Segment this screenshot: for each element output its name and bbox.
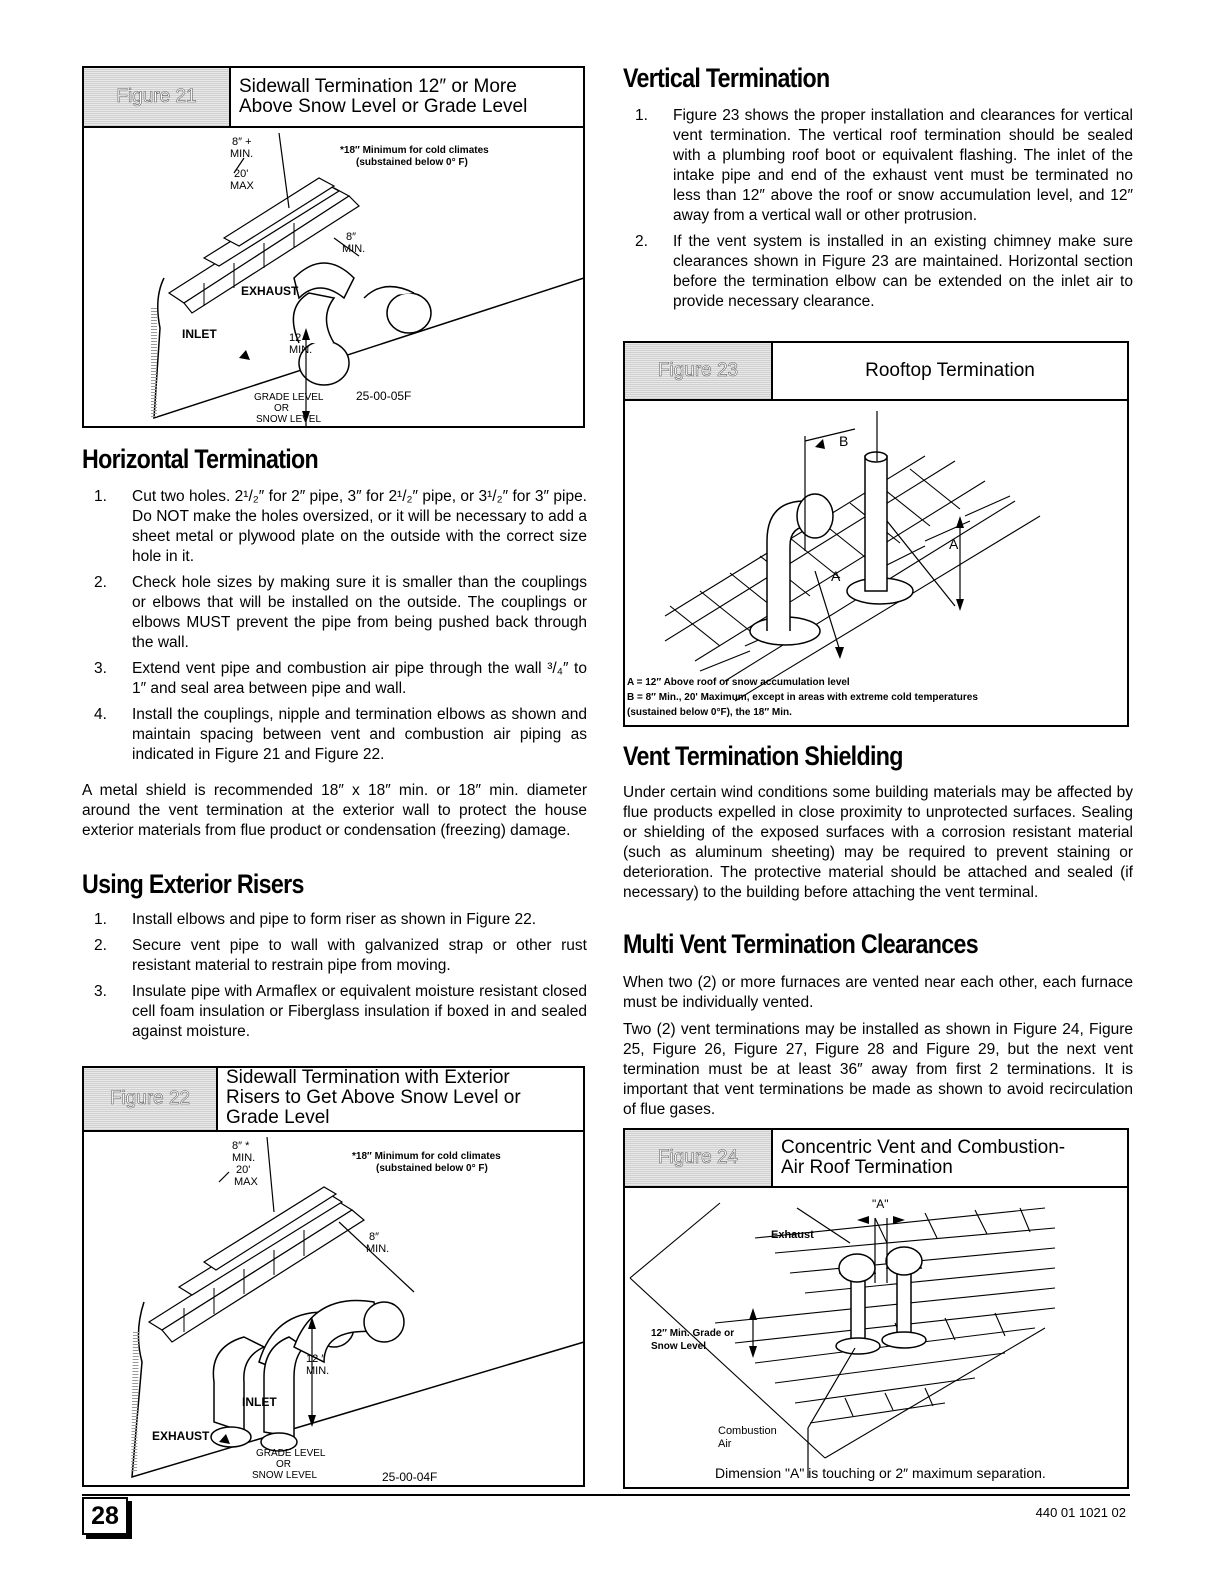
shielding-heading: Vent Termination Shielding: [623, 741, 903, 771]
fig21-min8-a: 8″ +: [232, 136, 252, 148]
fig21-min12-b: MIN.: [289, 344, 313, 356]
fig23-a-label-2: A: [831, 568, 841, 584]
figure-21-title-line2: Above Snow Level or Grade Level: [239, 96, 528, 117]
figure-21: [82, 66, 585, 428]
fig21-note-a: *18″ Minimum for cold climates: [340, 145, 489, 156]
figure-23-header: [625, 343, 1127, 401]
fig24-min12-a: 12″ Min. Grade or: [651, 1328, 735, 1339]
footer-rule: [82, 1494, 1130, 1496]
fig24-caption: Dimension "A" is touching or 2″ maximum separation.: [715, 1465, 1046, 1481]
step-number: 2.: [94, 937, 107, 954]
risers-step: [82, 936, 587, 976]
fig22-grade-a: GRADE LEVEL: [256, 1448, 326, 1459]
fig22-max20-b: MAX: [234, 1176, 258, 1188]
page-number: 28: [82, 1497, 128, 1535]
risers-steps: [82, 910, 587, 1048]
fig22-min12-b: MIN.: [306, 1365, 330, 1377]
fig22-min8r-b: MIN.: [366, 1243, 390, 1255]
figure-21-header: [84, 68, 583, 128]
horizontal-step: [82, 659, 587, 699]
fig22-min8-b: MIN.: [232, 1152, 256, 1164]
vertical-step: [623, 106, 1133, 226]
fig24-exhaust: Exhaust: [771, 1229, 814, 1241]
figure-21-label: Figure 21: [84, 68, 231, 126]
figure-22-title: [218, 1068, 529, 1130]
horizontal-step: [82, 705, 587, 765]
figure-22-title-line1: Sidewall Termination with Exterior: [226, 1067, 510, 1088]
step-text: Extend vent pipe and combustion air pipe through the wall ³/₄″ to 1″ and seal area between pipe and wall.: [132, 660, 587, 697]
fig22-grade-b: OR: [276, 1459, 291, 1470]
shielding-paragraph: Under certain wind conditions some building materials may be affected by flue products expelled in close proximity to unprotected surfaces. Sealing or shielding of the exposed surfaces with a corrosion resistant material (such as aluminum sheeting) may be required to prevent staining or deterioration. The protective material should be attached and sealed (if necessary) to the building before attaching the vent terminal.: [623, 784, 1133, 901]
fig21-grade-a: GRADE LEVEL: [254, 392, 324, 403]
shield-paragraph: A metal shield is recommended 18″ x 18″ min. or 18″ min. diameter around the vent termination at the exterior wall to protect the house exterior materials from flue product or condensation (freezing) damage.: [82, 782, 587, 839]
fig23-note-3: (sustained below 0°F), the 18″ Min.: [627, 707, 792, 718]
figure-22: [82, 1066, 585, 1487]
multi-paragraph-2: Two (2) vent terminations may be installed as shown in Figure 24, Figure 25, Figure 26, Figure 27, Figure 28 and Figure 29, but the next vent termination must be at least 36″ away from first 2 terminations. It is important that vent terminations be made as shown to avoid recirculation of flue gases.: [623, 1021, 1133, 1118]
step-text: If the vent system is installed in an existing chimney make sure clearances shown in Figure 23 are maintained. Horizontal section before the termination elbow can be extended on the inlet air to provide necessary clearance.: [673, 233, 1133, 310]
fig21-note-b: (substained below 0° F): [356, 157, 468, 168]
figure-23-diagram: [625, 401, 1127, 727]
figure-22-diagram: [84, 1132, 583, 1487]
fig21-max20-b: MAX: [230, 180, 254, 192]
fig21-exhaust: EXHAUST: [241, 284, 299, 298]
fig21-code: 25-00-05F: [356, 389, 412, 403]
figure-23-title: Rooftop Termination: [865, 360, 1035, 381]
fig22-inlet: INLET: [242, 1395, 277, 1409]
horizontal-heading: Horizontal Termination: [82, 444, 318, 474]
fig22-min8r-a: 8″: [369, 1231, 380, 1243]
fig21-inlet: INLET: [182, 327, 217, 341]
fig21-grade-b: OR: [274, 403, 289, 414]
figure-23: [623, 341, 1129, 727]
figure-22-title-line2: Risers to Get Above Snow Level or: [226, 1087, 521, 1108]
horizontal-steps: [82, 487, 587, 771]
risers-heading: Using Exterior Risers: [82, 869, 304, 899]
vertical-heading: Vertical Termination: [623, 63, 830, 93]
figure-24: [623, 1128, 1129, 1489]
fig22-code: 25-00-04F: [382, 1470, 438, 1484]
step-text: Insulate pipe with Armaflex or equivalent moisture resistant closed cell foam insulation or Fiberglass insulation if boxed in and sealed against moisture.: [132, 983, 587, 1040]
horizontal-step: [82, 573, 587, 653]
fig21-min8r-b: MIN.: [342, 243, 366, 255]
figure-22-label: Figure 22: [84, 1068, 218, 1130]
fig21-min8-b: MIN.: [230, 148, 254, 160]
document-number: 440 01 1021 02: [1035, 1505, 1126, 1520]
step-number: 4.: [94, 706, 107, 723]
fig23-note-2: B = 8″ Min., 20' Maximum, except in areas with extreme cold temperatures: [627, 692, 978, 703]
step-text: Install elbows and pipe to form riser as shown in Figure 22.: [132, 911, 537, 928]
step-text: Install the couplings, nipple and termination elbows as shown and maintain spacing between vent and combustion air piping as indicated in Figure 21 and Figure 22.: [132, 706, 587, 763]
fig22-min8-a: 8″ *: [232, 1140, 250, 1152]
figure-24-title: [773, 1130, 1073, 1186]
figure-24-title-line1: Concentric Vent and Combustion-: [781, 1137, 1066, 1158]
multi-paragraph-1: When two (2) or more furnaces are vented near each other, each furnace must be individually vented.: [623, 974, 1133, 1011]
fig23-note-1: A = 12″ Above roof or snow accumulation level: [627, 677, 850, 688]
fig22-note-a: *18″ Minimum for cold climates: [352, 1151, 501, 1162]
multi-heading: Multi Vent Termination Clearances: [623, 929, 978, 959]
fig22-exhaust: EXHAUST: [152, 1429, 210, 1443]
figure-23-label: Figure 23: [625, 343, 773, 399]
figure-24-header: [625, 1130, 1127, 1188]
step-number: 3.: [94, 983, 107, 1000]
step-number: 1.: [635, 107, 648, 124]
figure-22-title-line3: Grade Level: [226, 1107, 330, 1128]
fig24-comb-a: Combustion: [718, 1425, 777, 1437]
fig21-min12-a: 12 ″: [289, 332, 309, 344]
step-number: 2.: [635, 233, 648, 250]
step-number: 1.: [94, 488, 107, 505]
figure-24-title-line2: Air Roof Termination: [781, 1157, 953, 1178]
horizontal-step: [82, 487, 587, 567]
fig23-a-label: A: [949, 536, 959, 552]
fig21-min8r-a: 8″: [346, 231, 357, 243]
vertical-step: [623, 232, 1133, 312]
fig22-grade-c: SNOW LEVEL: [252, 1470, 318, 1481]
risers-step: [82, 910, 587, 930]
fig21-max20-a: 20': [234, 168, 249, 180]
figure-24-label: Figure 24: [625, 1130, 773, 1186]
vertical-steps: [623, 106, 1133, 318]
step-text: Check hole sizes by making sure it is smaller than the couplings or elbows that will be installed on the outside. The couplings or elbows MUST prevent the pipe from being pushed back through the wall.: [132, 574, 587, 651]
figure-21-title-line1: Sidewall Termination 12″ or More: [239, 76, 517, 97]
fig22-note-b: (substained below 0° F): [376, 1163, 488, 1174]
risers-step: [82, 982, 587, 1042]
figure-24-diagram: [625, 1188, 1127, 1489]
figure-21-diagram: [84, 128, 583, 428]
step-text: Figure 23 shows the proper installation and clearances for vertical vent termination. The vertical roof termination should be sealed with a plumbing roof boot or equivalent flashing. The inlet of the intake pipe and end of the exhaust vent must be terminated no less than 12″ above the roof or snow accumulation level, and 12″ away from a vertical wall or other protrusion.: [673, 107, 1133, 224]
fig21-grade-c: SNOW LEVEL: [256, 414, 322, 425]
step-number: 3.: [94, 660, 107, 677]
fig24-comb-b: Air: [718, 1438, 732, 1450]
step-text: Cut two holes. 2¹/₂″ for 2″ pipe, 3″ for 2¹/₂″ pipe, or 3¹/₂″ for 3″ pipe. Do NOT make the holes oversized, or it will be necessary to add a sheet metal or plywood plate on the outside with the correct size hole in it.: [132, 488, 587, 565]
step-number: 2.: [94, 574, 107, 591]
fig24-a-label: "A": [872, 1197, 889, 1211]
fig23-b-label: B: [839, 433, 849, 449]
fig22-max20-a: 20': [236, 1164, 251, 1176]
step-text: Secure vent pipe to wall with galvanized strap or other rust resistant material to restrain pipe from moving.: [132, 937, 587, 974]
step-number: 1.: [94, 911, 107, 928]
fig22-min12-a: 12 ″: [306, 1353, 326, 1365]
figure-22-header: [84, 1068, 583, 1132]
fig24-min12-b: Snow Level: [651, 1341, 707, 1352]
figure-21-title: [231, 68, 535, 126]
